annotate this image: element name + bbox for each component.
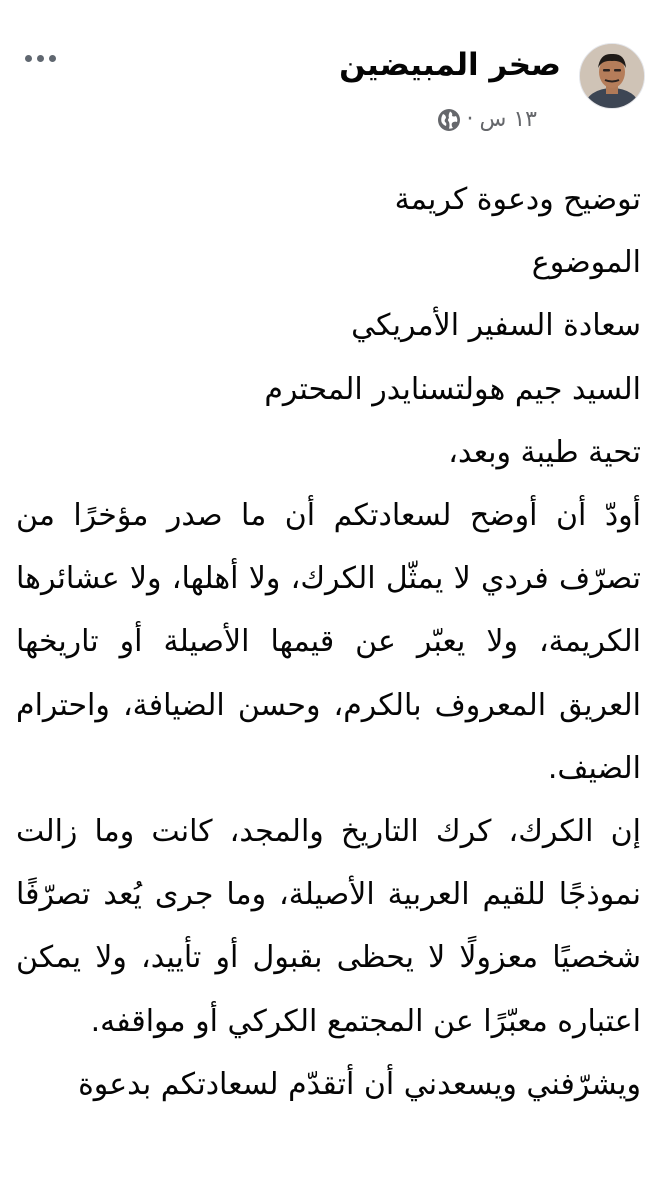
post-text [16, 168, 641, 1116]
dot [37, 55, 44, 62]
avatar[interactable] [579, 43, 645, 109]
post-paragraph: تحية طيبة وبعد، [448, 434, 641, 470]
more-options-icon[interactable] [20, 44, 60, 72]
meta-separator: · [466, 107, 474, 132]
post-time[interactable]: ١٣ س [479, 107, 537, 132]
post-paragraph: إن الكرك، كرك التاريخ والمجد، كانت وما زالت نموذجًا للقيم العربية الأصيلة، وما جرى يُعد تصرّفًا شخصيًا معزولًا لا يحظى بقبول أو تأييد، ولا يمكن اعتباره معبّرًا عن المجتمع الكركي أو مواقفه. [16, 814, 641, 1039]
post-header [20, 40, 645, 140]
post-paragraph: ويشرّفني ويسعدني أن أتقدّم لسعادتكم بدعوة [78, 1066, 641, 1102]
globe-icon[interactable] [437, 108, 461, 132]
post-paragraph: الموضوع [531, 245, 641, 281]
post-paragraph: سعادة السفير الأمريكي [351, 308, 641, 344]
post-meta [437, 107, 538, 132]
dot [49, 55, 56, 62]
post-paragraph: أودّ أن أوضح لسعادتكم أن ما صدر مؤخرًا من تصرّف فردي لا يمثّل الكرك، ولا أهلها، ولا عشائرها الكريمة، ولا يعبّر عن قيمها الأصيلة أو تاريخها العريق المعروف بالكرم، وحسن الضيافة، واحترام الضيف. [16, 498, 641, 786]
post-paragraph: السيد جيم هولتسنايدر المحترم [264, 371, 641, 407]
author-name[interactable]: صخر المبيضين [339, 47, 561, 83]
avatar-image [580, 44, 644, 108]
post-paragraph: توضيح ودعوة كريمة [394, 182, 641, 217]
dot [25, 55, 32, 62]
